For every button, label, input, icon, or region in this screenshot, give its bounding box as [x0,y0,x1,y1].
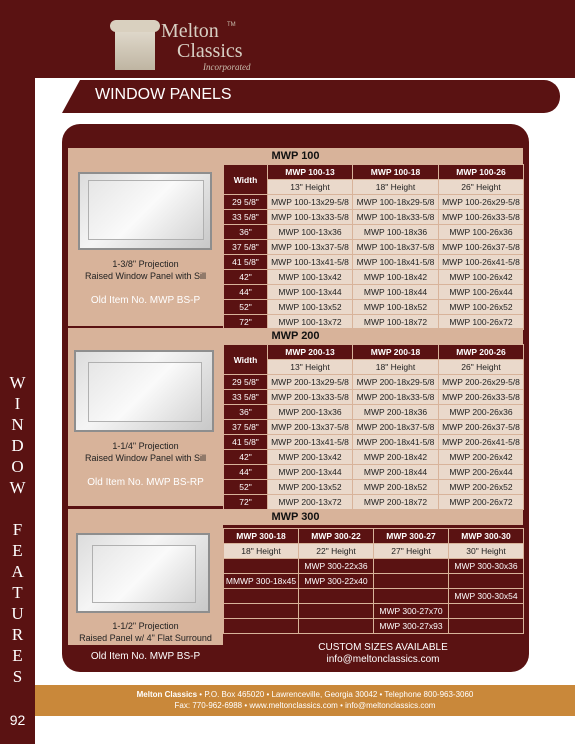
item-cell: MWP 200-13x36 [268,405,353,420]
model-header: MWP 300-30 [449,529,524,544]
mwp100-table [223,164,524,330]
header-band [35,0,575,78]
footer-contact-line: Fax: 770-962-6988 • www.meltonclassics.com • info@meltonclassics.com [174,701,436,710]
table-row [224,375,524,390]
item-cell [374,589,449,604]
item-cell: MWP 100-13x42 [268,270,353,285]
height-header: 27" Height [374,544,449,559]
width-cell: 72" [224,495,268,510]
height-header: 18" Height [353,180,439,195]
height-header: 18" Height [224,544,299,559]
item-cell: MWP 100-13x41-5/8 [268,255,353,270]
item-cell: MWP 200-13x29-5/8 [268,375,353,390]
item-cell: MWP 200-26x33-5/8 [439,390,524,405]
width-cell: 29 5/8" [224,375,268,390]
item-cell: MWP 200-13x52 [268,480,353,495]
item-cell: MWP 100-18x44 [353,285,439,300]
height-header: 30" Height [449,544,524,559]
table-row [224,574,524,589]
side-letter: N [11,415,24,434]
item-cell [374,559,449,574]
mwp100-caption [68,258,223,282]
item-cell [374,574,449,589]
table-row [224,619,524,634]
item-cell: MWP 300-22x36 [299,559,374,574]
mwp300-caption-projection: 1-1/2" Projection [112,621,179,631]
width-cell: 37 5/8" [224,420,268,435]
item-cell [224,604,299,619]
item-cell: MWP 200-18x52 [353,480,439,495]
item-cell [224,589,299,604]
table-row [224,495,524,510]
item-cell: MWP 200-13x37-5/8 [268,420,353,435]
width-cell: 37 5/8" [224,240,268,255]
item-cell: MWP 100-26x41-5/8 [439,255,524,270]
side-letter: O [11,457,24,476]
table-row [224,195,524,210]
width-cell: 33 5/8" [224,210,268,225]
width-column-header: Width [224,345,268,375]
item-cell: MWP 200-13x41-5/8 [268,435,353,450]
mwp100-old-item: Old Item No. MWP BS-P [90,295,201,306]
side-letter: D [11,436,24,455]
item-cell: MWP 200-18x42 [353,450,439,465]
page-title: WINDOW PANELS [95,86,232,103]
height-header: 13" Height [268,360,353,375]
custom-sizes-text: CUSTOM SIZES AVAILABLE [318,642,448,653]
mwp200-title: MWP 200 [68,328,523,344]
side-letter: A [11,562,24,581]
width-cell: 44" [224,465,268,480]
item-cell: MWP 200-26x52 [439,480,524,495]
mwp300-title: MWP 300 [68,509,523,525]
item-cell: MWP 200-13x42 [268,450,353,465]
item-cell: MWP 200-18x41-5/8 [353,435,439,450]
table-row [224,390,524,405]
item-cell: MWP 100-26x42 [439,270,524,285]
height-header: 26" Height [439,360,524,375]
table-row [224,420,524,435]
item-cell: MWP 100-13x52 [268,300,353,315]
logo-incorporated-text: Incorporated [203,62,251,72]
item-cell: MWP 100-18x33-5/8 [353,210,439,225]
width-cell: 42" [224,450,268,465]
width-cell: 44" [224,285,268,300]
item-cell: MWP 100-13x72 [268,315,353,330]
item-cell: MWP 200-18x37-5/8 [353,420,439,435]
width-cell: 42" [224,270,268,285]
item-cell: MWP 100-13x29-5/8 [268,195,353,210]
item-cell [299,619,374,634]
table-row [224,210,524,225]
column-capital-icon [115,20,155,70]
mwp200-caption-description: Raised Window Panel with Sill [84,453,207,463]
side-letter: R [11,625,24,644]
width-cell: 72" [224,315,268,330]
item-cell: MWP 200-18x29-5/8 [353,375,439,390]
mwp100-title: MWP 100 [68,148,523,164]
item-cell: MWP 100-18x29-5/8 [353,195,439,210]
table-row [224,285,524,300]
item-cell: MWP 200-26x36 [439,405,524,420]
item-cell: MWP 100-26x33-5/8 [439,210,524,225]
item-cell: MWP 100-13x44 [268,285,353,300]
item-cell [299,589,374,604]
table-row [224,300,524,315]
table-row [224,435,524,450]
item-cell: MWP 100-26x44 [439,285,524,300]
width-cell: 41 5/8" [224,435,268,450]
mwp300-caption-description: Raised Panel w/ 4" Flat Surround [79,633,212,643]
model-header: MWP 200-13 [268,345,353,360]
mwp100-caption-projection: 1-3/8" Projection [112,259,179,269]
melton-classics-logo [115,18,275,76]
mwp200-caption [68,440,223,464]
item-cell [224,619,299,634]
height-header: 26" Height [439,180,524,195]
item-cell: MWP 300-27x93 [374,619,449,634]
side-letter [0,498,35,519]
side-letter: W [9,478,26,497]
width-cell: 41 5/8" [224,255,268,270]
model-header: MWP 300-22 [299,529,374,544]
item-cell: MWP 200-13x44 [268,465,353,480]
table-row [224,270,524,285]
item-cell: MWP 300-27x70 [374,604,449,619]
table-row [224,589,524,604]
side-letter: S [12,667,23,686]
table-row [224,450,524,465]
mwp200-table [223,344,524,510]
side-letter: F [12,520,23,539]
width-cell: 52" [224,480,268,495]
footer-address-line [35,690,575,699]
model-header: MWP 300-18 [224,529,299,544]
height-header: 13" Height [268,180,353,195]
item-cell: MWP 300-30x54 [449,589,524,604]
item-cell: MWP 100-26x36 [439,225,524,240]
mwp100-caption-description: Raised Window Panel with Sill [84,271,207,281]
model-header: MWP 100-18 [353,165,439,180]
width-column-header: Width [224,165,268,195]
item-cell: MWP 100-13x36 [268,225,353,240]
item-cell [449,619,524,634]
footer-company: Melton Classics [136,690,198,699]
width-cell: 36" [224,405,268,420]
side-letter: U [11,604,24,623]
side-letter: W [9,373,26,392]
item-cell: MWP 100-18x41-5/8 [353,255,439,270]
side-label-window-features [0,372,35,687]
page-number: 92 [9,712,26,728]
table-row [224,465,524,480]
mwp200-panel-image [74,350,214,432]
item-cell [224,559,299,574]
table-row [224,480,524,495]
item-cell: MWP 300-30x36 [449,559,524,574]
width-cell: 36" [224,225,268,240]
side-letter: E [12,541,23,560]
item-cell: MWP 200-18x72 [353,495,439,510]
mwp300-table [223,528,524,634]
table-row [224,559,524,574]
item-cell: MWP 100-18x37-5/8 [353,240,439,255]
item-cell [299,604,374,619]
mwp300-caption [68,620,223,644]
side-letter: T [12,583,23,602]
width-cell: 52" [224,300,268,315]
item-cell: MWP 100-18x42 [353,270,439,285]
table-row [224,240,524,255]
item-cell: MWP 100-18x36 [353,225,439,240]
item-cell: MWP 200-26x72 [439,495,524,510]
table-row [224,255,524,270]
side-letter: I [14,394,21,413]
mwp100-panel-image [78,172,212,250]
item-cell: MWP 200-26x42 [439,450,524,465]
model-header: MWP 100-26 [439,165,524,180]
item-cell: MWP 100-26x72 [439,315,524,330]
item-cell: MWP 100-26x29-5/8 [439,195,524,210]
table-row [224,604,524,619]
item-cell: MWP 200-26x41-5/8 [439,435,524,450]
table-row [224,405,524,420]
item-cell: MWP 100-26x37-5/8 [439,240,524,255]
model-header: MWP 200-18 [353,345,439,360]
model-header: MWP 100-13 [268,165,353,180]
custom-email-link[interactable]: info@meltonclassics.com [326,654,440,665]
item-cell: MMWP 300-18x45 [224,574,299,589]
item-cell: MWP 200-13x72 [268,495,353,510]
logo-melton-text: Melton [161,20,219,42]
mwp200-caption-projection: 1-1/4" Projection [112,441,179,451]
width-cell: 33 5/8" [224,390,268,405]
item-cell [449,604,524,619]
item-cell: MWP 100-26x52 [439,300,524,315]
width-cell: 29 5/8" [224,195,268,210]
item-cell: MWP 100-18x72 [353,315,439,330]
item-cell: MWP 200-26x29-5/8 [439,375,524,390]
model-header: MWP 300-27 [374,529,449,544]
item-cell: MWP 200-13x33-5/8 [268,390,353,405]
logo-classics-text: Classics [177,40,243,62]
item-cell: MWP 200-26x37-5/8 [439,420,524,435]
item-cell: MWP 100-18x52 [353,300,439,315]
item-cell: MWP 200-18x36 [353,405,439,420]
item-cell: MWP 100-13x33-5/8 [268,210,353,225]
height-header: 22" Height [299,544,374,559]
side-letter: E [12,646,23,665]
model-header: MWP 200-26 [439,345,524,360]
item-cell: MWP 200-18x44 [353,465,439,480]
table-row [224,225,524,240]
mwp300-panel-image [76,533,210,613]
item-cell: MWP 200-18x33-5/8 [353,390,439,405]
height-header: 18" Height [353,360,439,375]
item-cell: MWP 100-13x37-5/8 [268,240,353,255]
item-cell [449,574,524,589]
custom-sizes-note [293,642,473,666]
logo-tm: TM [227,22,236,28]
mwp300-old-item: Old Item No. MWP BS-P [90,651,201,662]
mwp200-old-item: Old Item No. MWP BS-RP [87,477,204,488]
item-cell: MWP 200-26x44 [439,465,524,480]
item-cell: MWP 300-22x40 [299,574,374,589]
footer-address: • P.O. Box 465020 • Lawrenceville, Georgia 30042 • Telephone 800-963-3060 [197,690,474,699]
